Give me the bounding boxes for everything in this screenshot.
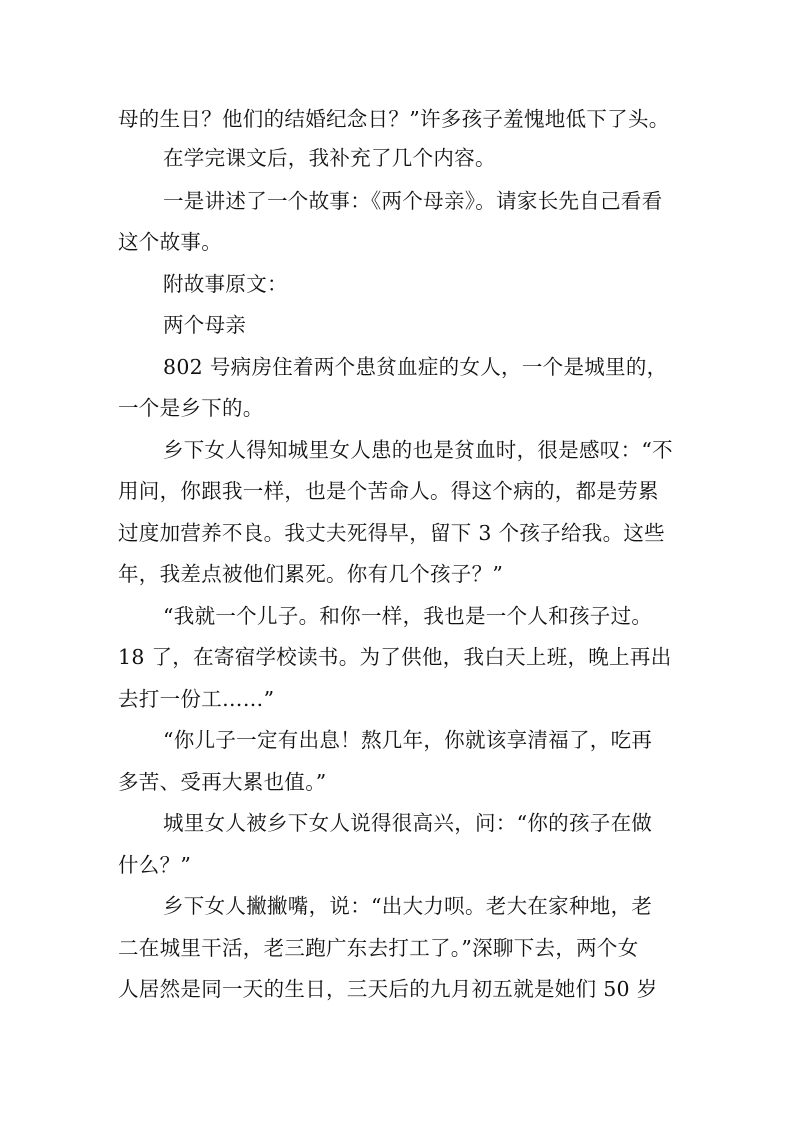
text-line: 一是讲述了一个故事：《两个母亲》。请家长先自己看看 bbox=[163, 189, 663, 213]
text-line: 年，我差点被他们累死。你有几个孩子？” bbox=[118, 562, 504, 586]
text-line: 18 了，在寄宿学校读书。为了供他，我白天上班，晚上再出 bbox=[118, 645, 672, 669]
text-line: 一个是乡下的。 bbox=[118, 396, 264, 420]
text-line: 多苦、受再大累也值。” bbox=[118, 770, 327, 794]
text-line: 附故事原文： bbox=[163, 272, 288, 296]
text-line: “你儿子一定有出息！熬几年，你就该享清福了，吃再 bbox=[163, 728, 653, 752]
text-line: 这个故事。 bbox=[118, 230, 222, 254]
text-line: 乡下女人撇撇嘴，说：“出大力呗。老大在家种地，老 bbox=[163, 894, 653, 918]
text-line: 过度加营养不良。我丈夫死得早，留下 3 个孩子给我。这些 bbox=[118, 521, 665, 545]
text-line: 二在城里干活，老三跑广东去打工了。”深聊下去，两个女 bbox=[118, 936, 639, 960]
text-line: 什么？” bbox=[118, 853, 192, 877]
text-line: 母的生日？他们的结婚纪念日？”许多孩子羞愧地低下了头。 bbox=[118, 107, 670, 131]
text-line: 在学完课文后，我补充了几个内容。 bbox=[163, 146, 496, 170]
story-title: 两个母亲 bbox=[163, 313, 247, 337]
text-line: 乡下女人得知城里女人患的也是贫血时，很是感叹：“不 bbox=[163, 438, 673, 462]
text-line: 城里女人被乡下女人说得很高兴，问：“你的孩子在做 bbox=[163, 811, 653, 835]
text-line: 802 号病房住着两个患贫血症的女人，一个是城里的， bbox=[163, 355, 668, 379]
text-line: 去打一份工……” bbox=[118, 687, 275, 711]
text-line: 人居然是同一天的生日，三天后的九月初五就是她们 50 岁 bbox=[118, 977, 658, 1001]
text-line: “我就一个儿子。和你一样，我也是一个人和孩子过。 bbox=[163, 604, 653, 628]
text-line: 用问，你跟我一样，也是个苦命人。得这个病的，都是劳累 bbox=[118, 479, 659, 503]
